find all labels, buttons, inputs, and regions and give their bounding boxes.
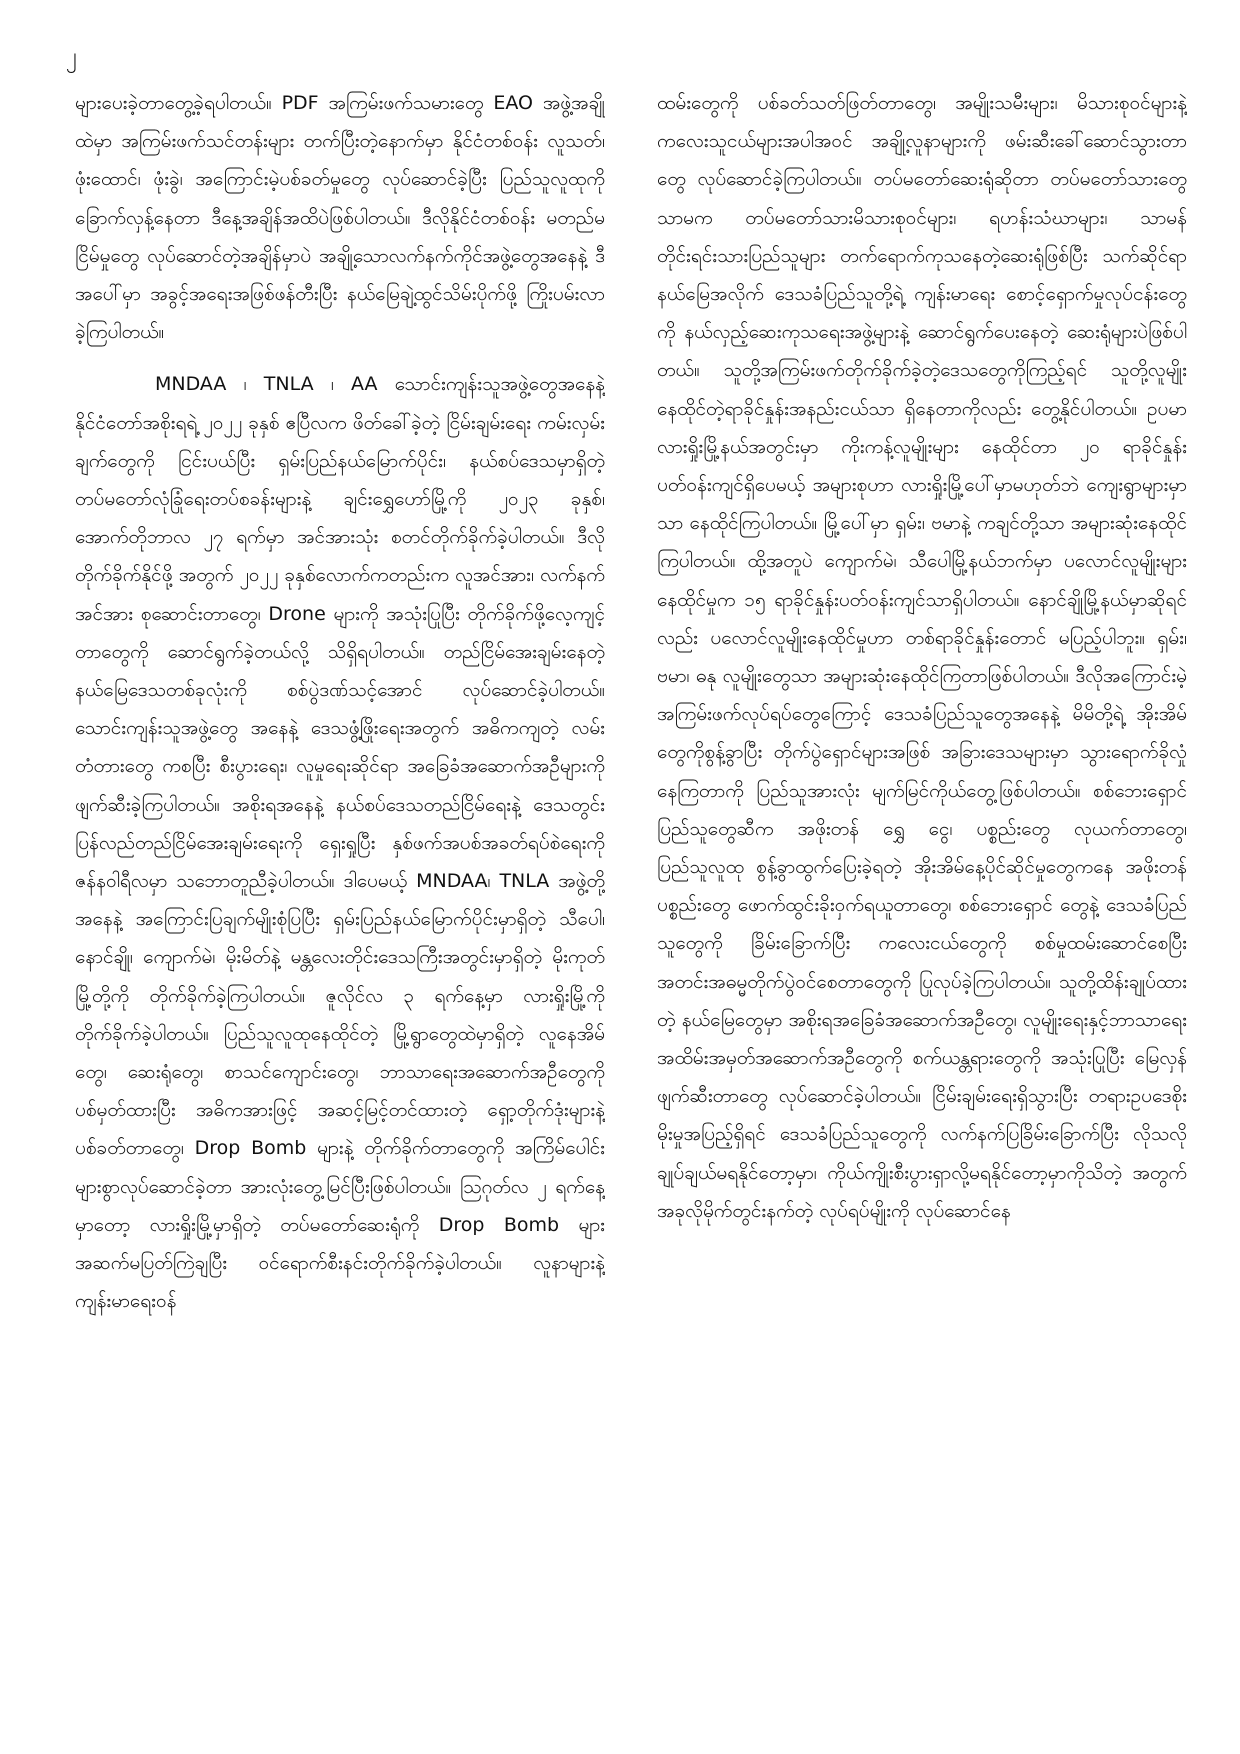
left-column — [75, 84, 605, 1734]
page-number: ၂ — [66, 44, 77, 69]
left-paragraph-2: MNDAA ၊ TNLA ၊ AA သောင်းကျန်းသူအဖွဲ့တွေအနေနဲ့ နိုင်ငံတော်အစိုးရရဲ့ ၂၀၂၂ ခုနှစ် ဧပြီလက ဖိတ်ခေါ်ခဲ့တဲ့ ငြိမ်းချမ်းရေး ကမ်းလှမ်းချက်တွေကို ငြင်းပယ်ပြီး ရှမ်းပြည်နယ်မြောက်ပိုင်း၊ နယ်စပ်ဒေသမှာရှိတဲ့ တပ်မတော်လုံခြုံရေးတပ်စခန်းများနဲ့ ချင်းရွှေဟော်မြို့ကို ၂၀၂၃ ခုနှစ်၊ အောက်တိုဘာလ ၂၇ ရက်မှာ အင်အားသုံး စတင်တိုက်ခိုက်ခဲ့ပါတယ်။ ဒီလိုတိုက်ခိုက်နိုင်ဖို့ အတွက် ၂၀၂၂ ခုနှစ်လောက်ကတည်းက လူအင်အား၊ လက်နက် အင်အား စုဆောင်းတာတွေ၊ Drone များကို အသုံးပြုပြီး တိုက်ခိုက်ဖို့လေ့ကျင့်တာတွေကို ဆောင်ရွက်ခဲ့တယ်လို့ သိရှိရပါတယ်။ တည်ငြိမ်အေးချမ်းနေတဲ့ နယ်မြေဒေသတစ်ခုလုံးကို စစ်ပွဲဒဏ်သင့်အောင် လုပ်ဆောင်ခဲ့ပါတယ်။ သောင်းကျန်းသူအဖွဲ့တွေ အနေနဲ့ ဒေသဖွံ့ဖြိုးရေးအတွက် အဓိကကျတဲ့ လမ်းတံတားတွေ ကစပြီး စီးပွားရေး၊ လူမှုရေးဆိုင်ရာ အခြေခံအဆောက်အဦများကို ဖျက်ဆီးခဲ့ကြပါတယ်။ အစိုးရအနေနဲ့ နယ်စပ်ဒေသတည်ငြိမ်ရေးနဲ့ ဒေသတွင်းပြန်လည်တည်ငြိမ်အေးချမ်းရေးကို ရှေးရှုပြီး နှစ်ဖက်အပစ်အခတ်ရပ်စဲရေးကို ဇန်နဝါရီလမှာ သဘောတူညီခဲ့ပါတယ်။ ဒါပေမယ့် MNDAA၊ TNLA အဖွဲ့တို့အနေနဲ့ အကြောင်းပြချက်မျိုးစုံပြပြီး ရှမ်းပြည်နယ်မြောက်ပိုင်းမှာရှိတဲ့ သီပေါ၊ နောင်ချို၊ ကျောက်မဲ၊ မိုးမိတ်နဲ့ မန္တလေးတိုင်းဒေသကြီးအတွင်းမှာရှိတဲ့ မိုးကုတ်မြို့တို့ကို တိုက်ခိုက်ခဲ့ကြပါတယ်။ ဇူလိုင်လ ၃ ရက်နေ့မှာ လားရှိုးမြို့ကို တိုက်ခိုက်ခဲ့ပါတယ်။ ပြည်သူလူထုနေထိုင်တဲ့ မြို့ရွာတွေထဲမှာရှိတဲ့ လူနေအိမ်တွေ၊ ဆေးရုံတွေ၊ စာသင်ကျောင်းတွေ၊ ဘာသာရေးအဆောက်အဦတွေကို ပစ်မှတ်ထားပြီး အဓိကအားဖြင့် အဆင့်မြင့်တင်ထားတဲ့ ရှော့တိုက်ဒုံးများနဲ့ ပစ်ခတ်တာတွေ၊ Drop Bomb များနဲ့ တိုက်ခိုက်တာတွေကို အကြိမ်ပေါင်းများစွာလုပ်ဆောင်ခဲ့တာ အားလုံးတွေ့မြင်ပြီးဖြစ်ပါတယ်။ ဩဂုတ်လ ၂ ရက်နေ့မှာတော့ လားရှိုးမြို့မှာရှိတဲ့ တပ်မတော်ဆေးရုံကို Drop Bomb များ အဆက်မပြတ်ကြဲချပြီး ဝင်ရောက်စီးနင်းတိုက်ခိုက်ခဲ့ပါတယ်။ လူနာများနဲ့ ကျန်းမာရေးဝန် — [75, 373, 605, 1313]
right-paragraph-1: ထမ်းတွေကို ပစ်ခတ်သတ်ဖြတ်တာတွေ၊ အမျိုးသမီးများ၊ မိသားစုဝင်များနဲ့ ကလေးသူငယ်များအပါအဝင် အချို့လူနာများကို ဖမ်းဆီးခေါ်ဆောင်သွားတာတွေ လုပ်ဆောင်ခဲ့ကြပါတယ်။ တပ်မတော်ဆေးရုံဆိုတာ တပ်မတော်သားတွေသာမက တပ်မတော်သားမိသားစုဝင်များ၊ ရဟန်းသံဃာများ၊ သာမန်တိုင်းရင်းသားပြည်သူများ တက်ရောက်ကုသနေတဲ့ဆေးရုံဖြစ်ပြီး သက်ဆိုင်ရာနယ်မြေအလိုက် ဒေသခံပြည်သူတို့ရဲ့ ကျန်းမာရေး စောင့်ရှောက်မှုလုပ်ငန်းတွေကို နယ်လှည့်ဆေးကုသရေးအဖွဲ့များနဲ့ ဆောင်ရွက်ပေးနေတဲ့ ဆေးရုံများပဲဖြစ်ပါတယ်။ သူတို့အကြမ်းဖက်တိုက်ခိုက်ခဲ့တဲ့ဒေသတွေကိုကြည့်ရင် သူတို့လူမျိုးနေထိုင်တဲ့ရာခိုင်နှုန်းအနည်းငယ်သာ ရှိနေတာကိုလည်း တွေ့နိုင်ပါတယ်။ ဥပမာ လားရှိုးမြို့နယ်အတွင်းမှာ ကိုးကန့်လူမျိုးများ နေထိုင်တာ ၂၀ ရာခိုင်နှုန်းပတ်ဝန်းကျင်ရှိပေမယ့် အများစုဟာ လားရှိုးမြို့ပေါ်မှာမဟုတ်ဘဲ ကျေးရွာများမှာသာ နေထိုင်ကြပါတယ်။ မြို့ပေါ်မှာ ရှမ်း၊ ဗမာနဲ့ ကချင်တို့သာ အများဆုံးနေထိုင်ကြပါတယ်။ ထို့အတူပဲ ကျောက်မဲ၊ သီပေါမြို့နယ်ဘက်မှာ ပလောင်လူမျိုးများနေထိုင်မှုက ၁၅ ရာခိုင်နှုန်းပတ်ဝန်းကျင်သာရှိပါတယ်။ နောင်ချိုမြို့နယ်မှာဆိုရင်လည်း ပလောင်လူမျိုးနေထိုင်မှုဟာ တစ်ရာခိုင်နှုန်းတောင် မပြည့်ပါဘူး။ ရှမ်း၊ ဗမာ၊ ဓနု လူမျိုးတွေသာ အများဆုံးနေထိုင်ကြတာဖြစ်ပါတယ်။ ဒီလိုအကြောင်းမဲ့အကြမ်းဖက်လုပ်ရပ်တွေကြောင့် ဒေသခံပြည်သူတွေအနေနဲ့ မိမိတို့ရဲ့ အိုးအိမ်တွေကိုစွန့်ခွာပြီး တိုက်ပွဲရှောင်များအဖြစ် အခြားဒေသများမှာ သွားရောက်ခိုလှုံနေကြတာကို ပြည်သူအားလုံး မျက်မြင်ကိုယ်တွေ့ဖြစ်ပါတယ်။ စစ်ဘေးရှောင် ပြည်သူတွေဆီက အဖိုးတန် ရွှေ ငွေ၊ ပစ္စည်းတွေ လုယက်တာတွေ၊ ပြည်သူလူထု စွန့်ခွာထွက်ပြေးခဲ့ရတဲ့ အိုးအိမ်နေ့ပိုင်ဆိုင်မှုတွေကနေ အဖိုးတန် ပစ္စည်းတွေ ဖောက်ထွင်းခိုးဝှက်ရယူတာတွေ၊ စစ်ဘေးရှောင် တွေနဲ့ ဒေသခံပြည်သူတွေကို ခြိမ်းခြောက်ပြီး ကလေးငယ်တွေကို စစ်မှုထမ်းဆောင်စေပြီး အတင်းအဓမ္မတိုက်ပွဲဝင်စေတာတွေကို ပြုလုပ်ခဲ့ကြပါတယ်။ သူတို့ထိန်းချုပ်ထားတဲ့ နယ်မြေတွေမှာ အစိုးရအခြေခံအဆောက်အဦတွေ၊ လူမျိုးရေးနှင့်ဘာသာရေး အထိမ်းအမှတ်အဆောက်အဦတွေကို စက်ယန္တရားတွေကို အသုံးပြုပြီး မြေလှန်ဖျက်ဆီးတာတွေ လုပ်ဆောင်ခဲ့ပါတယ်။ ငြိမ်းချမ်းရေးရှိသွားပြီး တရားဥပဒေစိုးမိုးမှုအပြည့်ရှိရင် ဒေသခံပြည်သူတွေကို လက်နက်ပြခြိမ်းခြောက်ပြီး လိုသလိုချုပ်ချယ်မရနိုင်တော့မှာ၊ ကိုယ်ကျိုးစီးပွားရှာလို့မရနိုင်တော့မှာကိုသိတဲ့ အတွက် အခုလိုမိုက်တွင်းနက်တဲ့ လုပ်ရပ်မျိုးကို လုပ်ဆောင်နေ — [657, 92, 1187, 1222]
right-column — [657, 84, 1187, 1734]
left-paragraph-1: များပေးခဲ့တာတွေ့ခဲ့ရပါတယ်။ PDF အကြမ်းဖက်သမားတွေ EAO အဖွဲ့အချို့ထဲမှာ အကြမ်းဖက်သင်တန်းများ တက်ပြီးတဲ့နောက်မှာ နိုင်ငံတစ်ဝန်း လူသတ်၊ ဖုံးထောင်၊ ဖုံးခွဲ၊ အကြောင်းမဲ့ပစ်ခတ်မှုတွေ လုပ်ဆောင်ခဲ့ပြီး ပြည်သူလူထုကို ခြောက်လှန့်နေတာ ဒီနေ့အချိန်အထိပဲဖြစ်ပါတယ်။ ဒီလိုနိုင်ငံတစ်ဝန်း မတည်မငြိမ်မှုတွေ လုပ်ဆောင်တဲ့အချိန်မှာပဲ အချို့သောလက်နက်ကိုင်အဖွဲ့တွေအနေနဲ့ ဒီအပေါ်မှာ အခွင့်အရေးအဖြစ်ဖန်တီးပြီး နယ်မြေချဲ့ထွင်သိမ်းပိုက်ဖို့ ကြိုးပမ်းလာခဲ့ကြပါတယ်။ — [75, 92, 605, 344]
